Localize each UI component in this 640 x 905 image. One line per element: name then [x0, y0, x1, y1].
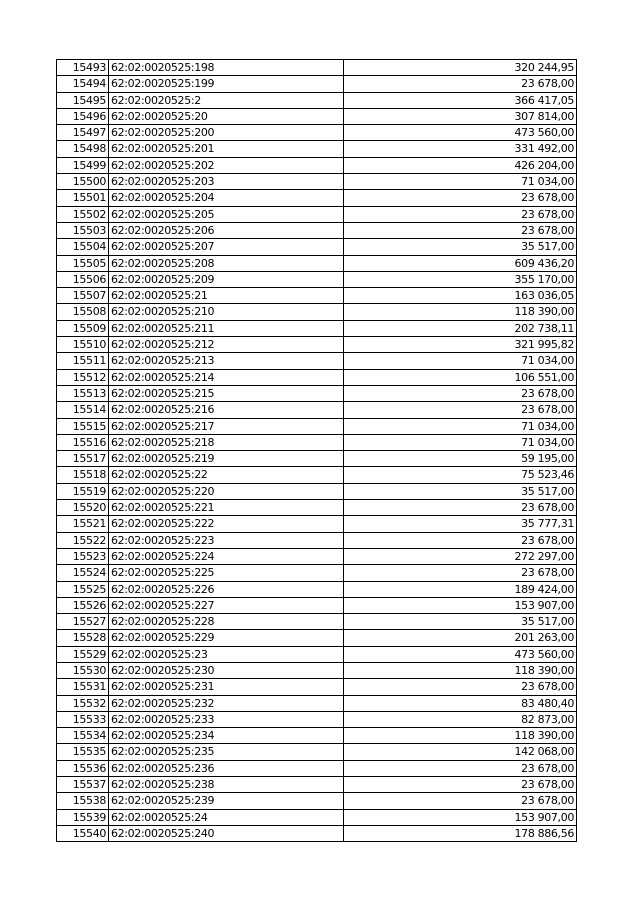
table-row: [57, 548, 577, 564]
cadastral-number-cell: 62:02:0020525:208: [109, 255, 344, 271]
row-number-cell: 15510: [57, 337, 109, 353]
row-number-cell: 15531: [57, 679, 109, 695]
cadastral-value-cell: 189 424,00: [344, 581, 577, 597]
cadastral-value-cell: 23 678,00: [344, 760, 577, 776]
cadastral-number-cell: 62:02:0020525:22: [109, 467, 344, 483]
row-number-cell: 15497: [57, 125, 109, 141]
row-number-cell: 15540: [57, 825, 109, 841]
cadastral-value-cell: 272 297,00: [344, 548, 577, 564]
cadastral-number-cell: 62:02:0020525:206: [109, 222, 344, 238]
cadastral-number-cell: 62:02:0020525:225: [109, 565, 344, 581]
cadastral-value-cell: 59 195,00: [344, 451, 577, 467]
cadastral-number-cell: 62:02:0020525:2: [109, 92, 344, 108]
cadastral-value-cell: 366 417,05: [344, 92, 577, 108]
row-number-cell: 15501: [57, 190, 109, 206]
row-number-cell: 15493: [57, 60, 109, 76]
cadastral-number-cell: 62:02:0020525:198: [109, 60, 344, 76]
cadastral-value-table: [56, 59, 577, 842]
cadastral-number-cell: 62:02:0020525:24: [109, 809, 344, 825]
cadastral-number-cell: 62:02:0020525:222: [109, 516, 344, 532]
cadastral-value-cell: 75 523,46: [344, 467, 577, 483]
table-row: [57, 239, 577, 255]
cadastral-value-cell: 202 738,11: [344, 320, 577, 336]
cadastral-number-cell: 62:02:0020525:213: [109, 353, 344, 369]
cadastral-value-cell: 473 560,00: [344, 125, 577, 141]
cadastral-value-cell: 83 480,40: [344, 695, 577, 711]
table-row: [57, 679, 577, 695]
table-row: [57, 108, 577, 124]
row-number-cell: 15499: [57, 157, 109, 173]
row-number-cell: 15526: [57, 597, 109, 613]
row-number-cell: 15508: [57, 304, 109, 320]
table-row: [57, 255, 577, 271]
row-number-cell: 15524: [57, 565, 109, 581]
table-row: [57, 288, 577, 304]
cadastral-value-cell: 163 036,05: [344, 288, 577, 304]
table-row: [57, 92, 577, 108]
row-number-cell: 15518: [57, 467, 109, 483]
row-number-cell: 15506: [57, 271, 109, 287]
cadastral-number-cell: 62:02:0020525:212: [109, 337, 344, 353]
cadastral-value-cell: 609 436,20: [344, 255, 577, 271]
row-number-cell: 15535: [57, 744, 109, 760]
cadastral-number-cell: 62:02:0020525:221: [109, 500, 344, 516]
cadastral-number-cell: 62:02:0020525:239: [109, 793, 344, 809]
row-number-cell: 15536: [57, 760, 109, 776]
cadastral-value-cell: 118 390,00: [344, 728, 577, 744]
cadastral-value-cell: 71 034,00: [344, 418, 577, 434]
cadastral-number-cell: 62:02:0020525:216: [109, 402, 344, 418]
table-row: [57, 825, 577, 841]
row-number-cell: 15522: [57, 532, 109, 548]
cadastral-number-cell: 62:02:0020525:236: [109, 760, 344, 776]
row-number-cell: 15529: [57, 646, 109, 662]
cadastral-number-cell: 62:02:0020525:238: [109, 777, 344, 793]
cadastral-number-cell: 62:02:0020525:210: [109, 304, 344, 320]
cadastral-value-cell: 35 517,00: [344, 483, 577, 499]
table-row: [57, 597, 577, 613]
cadastral-number-cell: 62:02:0020525:228: [109, 614, 344, 630]
cadastral-number-cell: 62:02:0020525:201: [109, 141, 344, 157]
cadastral-number-cell: 62:02:0020525:227: [109, 597, 344, 613]
cadastral-value-cell: 23 678,00: [344, 385, 577, 401]
table-row: [57, 385, 577, 401]
cadastral-value-cell: 23 678,00: [344, 206, 577, 222]
cadastral-value-cell: 178 886,56: [344, 825, 577, 841]
table-row: [57, 500, 577, 516]
cadastral-value-cell: 23 678,00: [344, 500, 577, 516]
table-row: [57, 222, 577, 238]
table-row: [57, 744, 577, 760]
row-number-cell: 15503: [57, 222, 109, 238]
row-number-cell: 15516: [57, 434, 109, 450]
cadastral-value-cell: 23 678,00: [344, 222, 577, 238]
row-number-cell: 15509: [57, 320, 109, 336]
table-body: [57, 60, 577, 842]
cadastral-number-cell: 62:02:0020525:233: [109, 711, 344, 727]
cadastral-value-cell: 35 517,00: [344, 614, 577, 630]
cadastral-value-cell: 142 068,00: [344, 744, 577, 760]
row-number-cell: 15533: [57, 711, 109, 727]
cadastral-value-cell: 118 390,00: [344, 304, 577, 320]
table-row: [57, 125, 577, 141]
table-row: [57, 157, 577, 173]
row-number-cell: 15525: [57, 581, 109, 597]
cadastral-value-cell: 201 263,00: [344, 630, 577, 646]
cadastral-number-cell: 62:02:0020525:223: [109, 532, 344, 548]
cadastral-value-cell: 426 204,00: [344, 157, 577, 173]
row-number-cell: 15517: [57, 451, 109, 467]
table-row: [57, 581, 577, 597]
cadastral-number-cell: 62:02:0020525:20: [109, 108, 344, 124]
cadastral-value-cell: 23 678,00: [344, 402, 577, 418]
table-row: [57, 76, 577, 92]
cadastral-value-cell: 331 492,00: [344, 141, 577, 157]
cadastral-number-cell: 62:02:0020525:202: [109, 157, 344, 173]
row-number-cell: 15494: [57, 76, 109, 92]
row-number-cell: 15511: [57, 353, 109, 369]
row-number-cell: 15505: [57, 255, 109, 271]
cadastral-value-cell: 71 034,00: [344, 174, 577, 190]
row-number-cell: 15495: [57, 92, 109, 108]
cadastral-number-cell: 62:02:0020525:234: [109, 728, 344, 744]
cadastral-number-cell: 62:02:0020525:205: [109, 206, 344, 222]
table-row: [57, 190, 577, 206]
table-row: [57, 141, 577, 157]
cadastral-value-cell: 320 244,95: [344, 60, 577, 76]
table-row: [57, 60, 577, 76]
table-row: [57, 271, 577, 287]
row-number-cell: 15513: [57, 385, 109, 401]
cadastral-number-cell: 62:02:0020525:209: [109, 271, 344, 287]
row-number-cell: 15500: [57, 174, 109, 190]
cadastral-value-cell: 321 995,82: [344, 337, 577, 353]
table-row: [57, 809, 577, 825]
row-number-cell: 15521: [57, 516, 109, 532]
cadastral-number-cell: 62:02:0020525:23: [109, 646, 344, 662]
cadastral-value-cell: 355 170,00: [344, 271, 577, 287]
row-number-cell: 15507: [57, 288, 109, 304]
row-number-cell: 15498: [57, 141, 109, 157]
cadastral-value-cell: 118 390,00: [344, 662, 577, 678]
table-row: [57, 418, 577, 434]
cadastral-number-cell: 62:02:0020525:220: [109, 483, 344, 499]
cadastral-number-cell: 62:02:0020525:229: [109, 630, 344, 646]
row-number-cell: 15515: [57, 418, 109, 434]
cadastral-value-cell: 106 551,00: [344, 369, 577, 385]
table-row: [57, 532, 577, 548]
cadastral-number-cell: 62:02:0020525:240: [109, 825, 344, 841]
cadastral-value-cell: 473 560,00: [344, 646, 577, 662]
table-row: [57, 451, 577, 467]
table-row: [57, 206, 577, 222]
row-number-cell: 15538: [57, 793, 109, 809]
table-row: [57, 483, 577, 499]
table-row: [57, 174, 577, 190]
cadastral-number-cell: 62:02:0020525:217: [109, 418, 344, 434]
table-row: [57, 728, 577, 744]
cadastral-value-cell: 153 907,00: [344, 809, 577, 825]
cadastral-number-cell: 62:02:0020525:204: [109, 190, 344, 206]
table-row: [57, 467, 577, 483]
table-row: [57, 320, 577, 336]
table-row: [57, 711, 577, 727]
row-number-cell: 15502: [57, 206, 109, 222]
row-number-cell: 15530: [57, 662, 109, 678]
cadastral-value-cell: 23 678,00: [344, 76, 577, 92]
row-number-cell: 15520: [57, 500, 109, 516]
row-number-cell: 15539: [57, 809, 109, 825]
table-row: [57, 630, 577, 646]
table-row: [57, 662, 577, 678]
table-row: [57, 304, 577, 320]
cadastral-value-cell: 71 034,00: [344, 434, 577, 450]
cadastral-value-cell: 23 678,00: [344, 793, 577, 809]
cadastral-number-cell: 62:02:0020525:199: [109, 76, 344, 92]
cadastral-number-cell: 62:02:0020525:219: [109, 451, 344, 467]
cadastral-number-cell: 62:02:0020525:203: [109, 174, 344, 190]
cadastral-value-cell: 23 678,00: [344, 679, 577, 695]
cadastral-value-cell: 153 907,00: [344, 597, 577, 613]
cadastral-number-cell: 62:02:0020525:215: [109, 385, 344, 401]
cadastral-number-cell: 62:02:0020525:231: [109, 679, 344, 695]
cadastral-number-cell: 62:02:0020525:214: [109, 369, 344, 385]
cadastral-value-cell: 23 678,00: [344, 565, 577, 581]
document-page: [56, 59, 577, 842]
cadastral-value-cell: 35 517,00: [344, 239, 577, 255]
row-number-cell: 15512: [57, 369, 109, 385]
row-number-cell: 15527: [57, 614, 109, 630]
cadastral-value-cell: 23 678,00: [344, 532, 577, 548]
cadastral-number-cell: 62:02:0020525:235: [109, 744, 344, 760]
table-row: [57, 565, 577, 581]
cadastral-number-cell: 62:02:0020525:230: [109, 662, 344, 678]
table-row: [57, 614, 577, 630]
cadastral-value-cell: 307 814,00: [344, 108, 577, 124]
row-number-cell: 15514: [57, 402, 109, 418]
cadastral-value-cell: 71 034,00: [344, 353, 577, 369]
row-number-cell: 15496: [57, 108, 109, 124]
table-row: [57, 793, 577, 809]
cadastral-number-cell: 62:02:0020525:200: [109, 125, 344, 141]
cadastral-number-cell: 62:02:0020525:232: [109, 695, 344, 711]
cadastral-value-cell: 82 873,00: [344, 711, 577, 727]
row-number-cell: 15532: [57, 695, 109, 711]
cadastral-number-cell: 62:02:0020525:207: [109, 239, 344, 255]
row-number-cell: 15504: [57, 239, 109, 255]
table-row: [57, 760, 577, 776]
table-row: [57, 434, 577, 450]
table-row: [57, 353, 577, 369]
row-number-cell: 15523: [57, 548, 109, 564]
row-number-cell: 15528: [57, 630, 109, 646]
cadastral-value-cell: 23 678,00: [344, 777, 577, 793]
cadastral-number-cell: 62:02:0020525:224: [109, 548, 344, 564]
cadastral-number-cell: 62:02:0020525:21: [109, 288, 344, 304]
row-number-cell: 15519: [57, 483, 109, 499]
row-number-cell: 15537: [57, 777, 109, 793]
table-row: [57, 516, 577, 532]
row-number-cell: 15534: [57, 728, 109, 744]
table-row: [57, 402, 577, 418]
table-row: [57, 777, 577, 793]
cadastral-number-cell: 62:02:0020525:218: [109, 434, 344, 450]
cadastral-number-cell: 62:02:0020525:226: [109, 581, 344, 597]
cadastral-value-cell: 35 777,31: [344, 516, 577, 532]
cadastral-value-cell: 23 678,00: [344, 190, 577, 206]
table-row: [57, 695, 577, 711]
table-row: [57, 337, 577, 353]
table-row: [57, 369, 577, 385]
cadastral-number-cell: 62:02:0020525:211: [109, 320, 344, 336]
table-row: [57, 646, 577, 662]
